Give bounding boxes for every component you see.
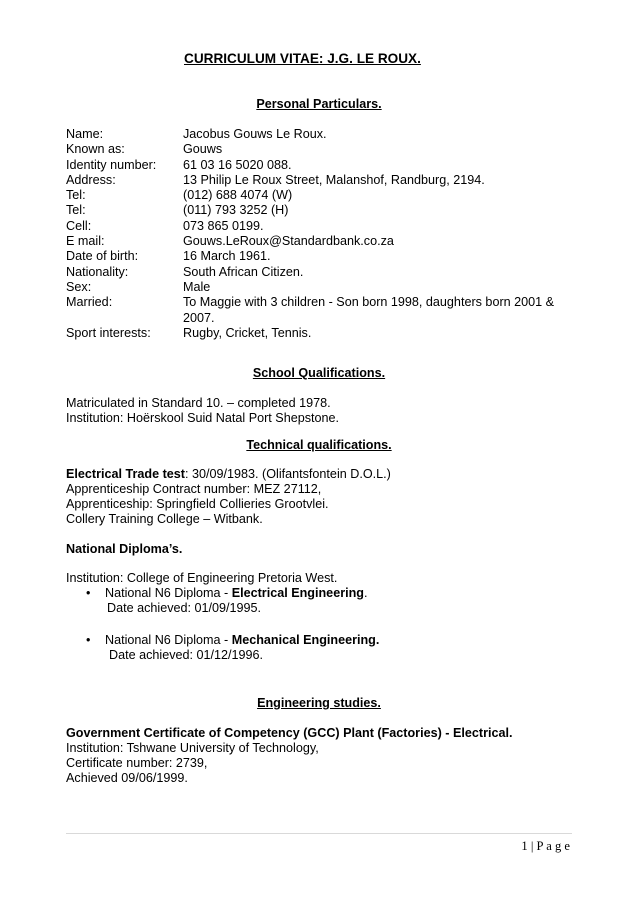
table-row xyxy=(66,219,572,234)
trade-test-value: : 30/09/1983. (Olifantsfontein D.O.L.) xyxy=(185,467,391,481)
trade-test-label: Electrical Trade test xyxy=(66,467,186,481)
field-label: Name: xyxy=(66,127,104,141)
table-row xyxy=(66,326,572,341)
diploma-subject: Electrical Engineering xyxy=(231,586,364,600)
field-label: E mail: xyxy=(66,234,105,249)
table-row xyxy=(66,265,572,280)
training-college: Collery Training College – Witbank. xyxy=(66,512,263,526)
gcc-achieved: Achieved 09/06/1999. xyxy=(66,771,188,785)
technical-heading: Technical qualifications. xyxy=(246,438,392,452)
field-value: 13 Philip Le Roux Street, Malanshof, Randburg, 2194. xyxy=(183,172,485,187)
footer-divider xyxy=(66,833,572,834)
field-label: Tel: xyxy=(66,203,86,218)
list-item xyxy=(66,648,572,663)
table-row xyxy=(66,203,572,218)
field-value: 16 March 1961. xyxy=(183,249,271,264)
field-value: To Maggie with 3 children - Son born 1998, daughters born 2001 & 2007. xyxy=(183,295,555,325)
diploma-date: Date achieved: 01/09/1995. xyxy=(107,601,262,616)
list-item xyxy=(66,601,572,616)
table-row xyxy=(66,188,572,203)
diploma-list-2 xyxy=(66,633,572,664)
diploma-prefix: National N6 Diploma - xyxy=(105,633,232,647)
field-label: Sex: xyxy=(66,279,92,294)
list-item xyxy=(66,633,572,648)
diploma-prefix: National N6 Diploma - xyxy=(105,586,232,600)
field-value: 073 865 0199. xyxy=(183,218,264,233)
bullet-icon: • xyxy=(86,633,91,647)
table-row xyxy=(66,295,572,326)
diploma-suffix: . xyxy=(363,586,368,600)
apprenticeship-place: Apprenticeship: Springfield Collieries Grootvlei. xyxy=(66,497,329,511)
table-row xyxy=(66,234,572,249)
field-value: Jacobus Gouws Le Roux. xyxy=(183,127,327,141)
field-label: Married: xyxy=(66,295,113,310)
bullet-icon: • xyxy=(86,586,91,600)
field-label: Address: xyxy=(66,172,116,187)
email-value: Gouws.LeRoux@Standardbank.co.za xyxy=(183,234,394,249)
gcc-certificate: Government Certificate of Competency (GCC) Plant (Factories) - Electrical. xyxy=(66,726,513,740)
trade-test-line xyxy=(66,467,572,482)
field-label: Cell: xyxy=(66,218,92,233)
engineering-heading: Engineering studies. xyxy=(257,696,381,710)
field-label: Nationality: xyxy=(66,264,129,279)
table-row xyxy=(66,142,572,157)
gcc-number: Certificate number: 2739, xyxy=(66,756,208,770)
field-value: (011) 793 3252 (H) xyxy=(183,203,289,218)
table-row xyxy=(66,158,572,173)
diploma-list xyxy=(66,586,572,617)
field-value: Rugby, Cricket, Tennis. xyxy=(183,325,312,340)
personal-particulars-table xyxy=(66,127,572,341)
gcc-institution: Institution: Tshwane University of Technology, xyxy=(66,741,319,755)
diploma-subject: Mechanical Engineering. xyxy=(231,633,380,647)
field-label: Sport interests: xyxy=(66,325,151,340)
school-matric: Matriculated in Standard 10. – completed 1978. xyxy=(66,396,331,410)
document-title: CURRICULUM VITAE: J.G. LE ROUX. xyxy=(184,51,421,66)
apprenticeship-contract: Apprenticeship Contract number: MEZ 27112, xyxy=(66,482,322,496)
field-value: (012) 688 4074 (W) xyxy=(183,188,293,203)
table-row xyxy=(66,280,572,295)
diploma-date: Date achieved: 01/12/1996. xyxy=(109,648,264,663)
table-row xyxy=(66,127,572,142)
diploma-heading: National Diploma’s. xyxy=(66,542,183,556)
field-label: Identity number: xyxy=(66,157,157,172)
diploma-institution: Institution: College of Engineering Pretoria West. xyxy=(66,571,338,585)
page-number: 1 | P a g e xyxy=(521,839,570,853)
school-heading: School Qualifications. xyxy=(252,366,386,380)
field-label: Known as: xyxy=(66,142,125,157)
field-label: Tel: xyxy=(66,188,86,203)
personal-heading: Personal Particulars. xyxy=(256,97,382,111)
list-item xyxy=(66,586,572,601)
field-label: Date of birth: xyxy=(66,249,139,264)
field-value: 61 03 16 5020 088. xyxy=(183,157,292,172)
field-value: Male xyxy=(183,279,211,294)
table-row xyxy=(66,173,572,188)
table-row xyxy=(66,249,572,264)
field-value: Gouws xyxy=(183,142,223,157)
field-value: South African Citizen. xyxy=(183,264,304,279)
school-institution: Institution: Hoërskool Suid Natal Port Shepstone. xyxy=(66,411,340,425)
